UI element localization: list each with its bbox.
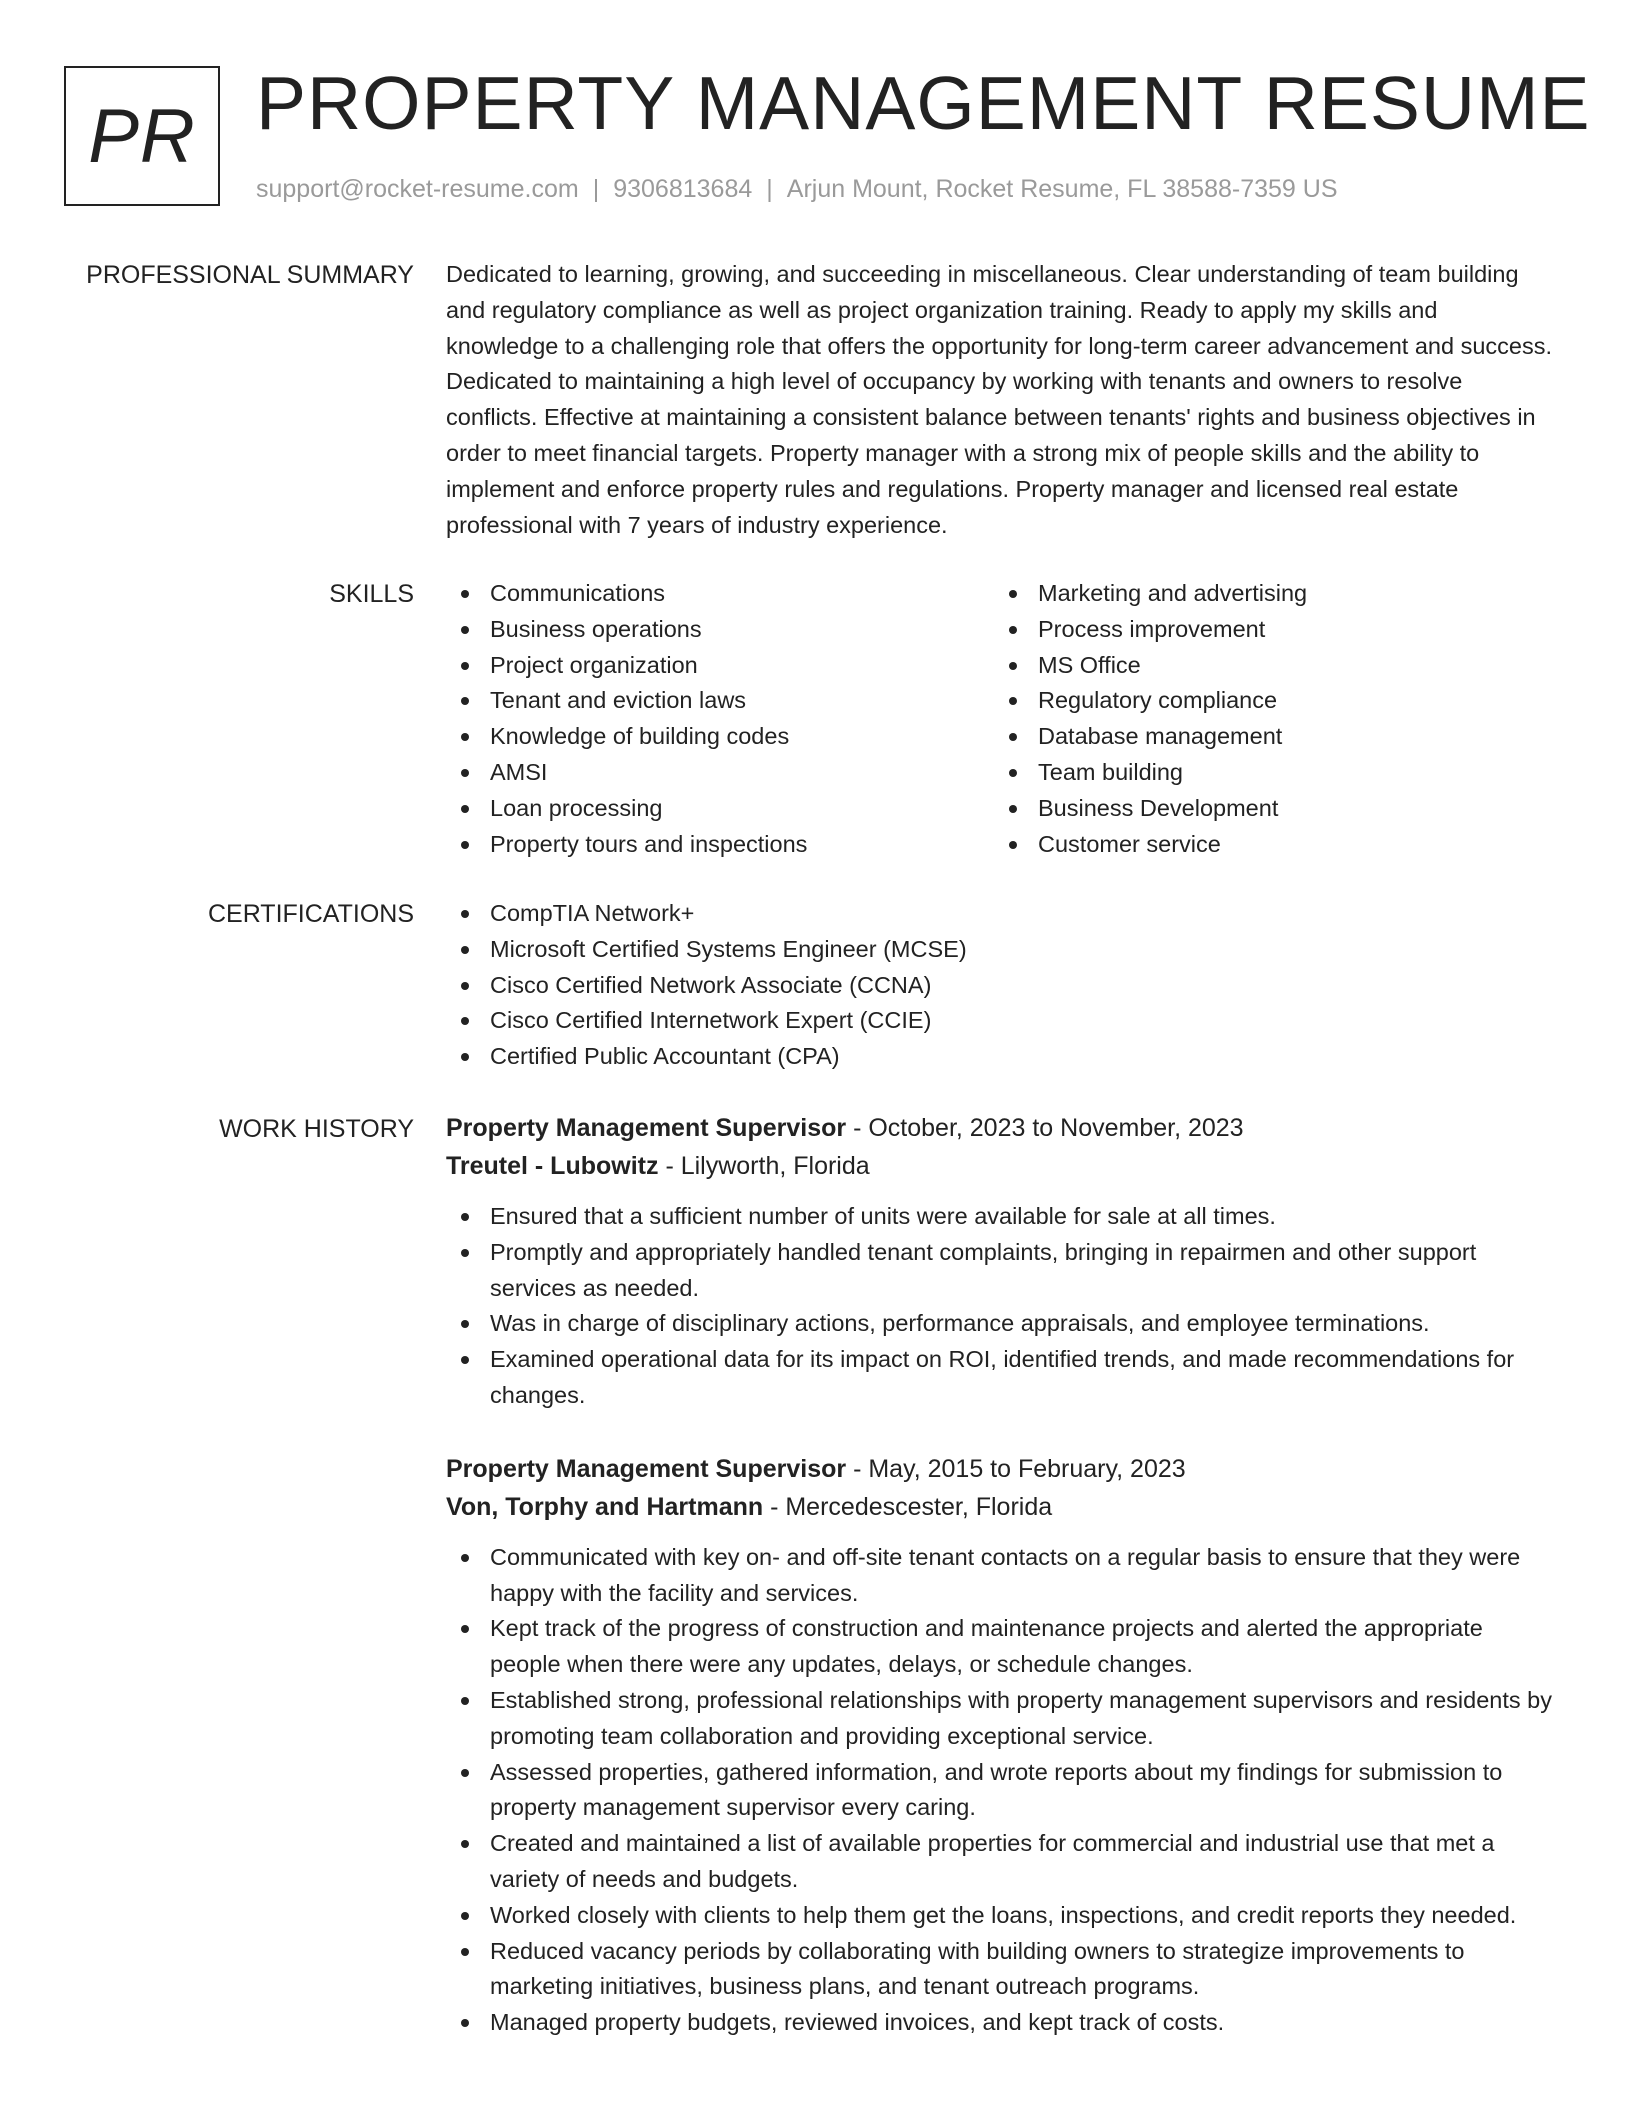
job-duty-item: Was in charge of disciplinary actions, performance appraisals, and employee terminations. (446, 1306, 1556, 1342)
job-duty-item: Assessed properties, gathered information, and wrote reports about my findings for submission to property management supervisor every caring. (446, 1755, 1556, 1827)
certifications-section (446, 896, 1556, 1075)
skill-item: Regulatory compliance (994, 683, 1542, 719)
job-duty-item: Managed property budgets, reviewed invoices, and kept track of costs. (446, 2005, 1556, 2041)
section-label-certifications: CERTIFICATIONS (207, 900, 414, 928)
skill-item: Team building (994, 755, 1542, 791)
job-location: - Mercedescester, Florida (763, 1492, 1053, 1521)
skill-item: Customer service (994, 827, 1542, 863)
skill-item: MS Office (994, 648, 1542, 684)
skills-section (446, 576, 1556, 862)
section-label-skills: SKILLS (329, 580, 414, 608)
job-duties-list (446, 1199, 1556, 1414)
job-title: Property Management Supervisor (446, 1454, 847, 1483)
skill-item: Marketing and advertising (994, 576, 1542, 612)
job-duty-item: Established strong, professional relationships with property management supervisors and residents by promoting team collaboration and providing exceptional service. (446, 1683, 1556, 1755)
skills-list-left (446, 576, 994, 862)
summary-text: Dedicated to learning, growing, and succeeding in miscellaneous. Clear understanding of team building and regulatory compliance as well as project organization training. Ready to apply my skills and knowledge to a challenging role that offers the opportunity for long-term career advancement and success. Dedicated to maintaining a high level of occupancy by working with tenants and owners to resolve conflicts. Effective at maintaining a consistent balance between tenants' rights and business objectives in order to meet financial targets. Property manager with a strong mix of people skills and the ability to implement and enforce property rules and regulations. Property manager and licensed real estate professional with 7 years of industry experience. (446, 261, 1553, 538)
skill-item: Business Development (994, 791, 1542, 827)
job-duty-item: Promptly and appropriately handled tenant complaints, bringing in repairmen and other support services as needed. (446, 1235, 1556, 1307)
certification-item: Certified Public Accountant (CPA) (446, 1039, 1556, 1075)
skill-item: AMSI (446, 755, 994, 791)
job-title-line (446, 1109, 1556, 1147)
job-duty-item: Examined operational data for its impact on ROI, identified trends, and made recommendations for changes. (446, 1342, 1556, 1414)
job-duty-item: Worked closely with clients to help them get the loans, inspections, and credit reports they needed. (446, 1898, 1556, 1934)
job-duty-item: Communicated with key on- and off-site tenant contacts on a regular basis to ensure that they were happy with the facility and services. (446, 1540, 1556, 1612)
section-label-summary: PROFESSIONAL SUMMARY (86, 261, 414, 289)
skill-item: Knowledge of building codes (446, 719, 994, 755)
certifications-list (446, 896, 1556, 1075)
skill-item: Business operations (446, 612, 994, 648)
job-duty-item: Ensured that a sufficient number of units were available for sale at all times. (446, 1199, 1556, 1235)
job-dates: - May, 2015 to February, 2023 (846, 1454, 1186, 1483)
job-title-line (446, 1450, 1556, 1488)
skill-item: Database management (994, 719, 1542, 755)
job-company: Von, Torphy and Hartmann (446, 1492, 764, 1521)
job-duty-item: Created and maintained a list of available properties for commercial and industrial use that met a variety of needs and budgets. (446, 1826, 1556, 1898)
job-title: Property Management Supervisor (446, 1114, 847, 1142)
resume-title: PROPERTY MANAGEMENT RESUME (256, 61, 1591, 145)
job-entry (446, 1450, 1556, 2041)
summary-section (446, 257, 1556, 543)
skills-list-right (994, 576, 1542, 862)
skill-item: Loan processing (446, 791, 994, 827)
contact-address: Arjun Mount, Rocket Resume, FL 38588-7359 US (786, 175, 1338, 203)
monogram-logo (64, 66, 220, 206)
monogram-text: PR (88, 93, 196, 179)
work-history-section (446, 1109, 1556, 2077)
job-duty-item: Reduced vacancy periods by collaborating with building owners to strategize improvements to marketing initiatives, business plans, and tenant outreach programs. (446, 1934, 1556, 2006)
section-label-work-history: WORK HISTORY (219, 1115, 414, 1143)
job-duty-item: Kept track of the progress of construction and maintenance projects and alerted the appropriate people when there were any updates, delays, or schedule changes. (446, 1611, 1556, 1683)
contact-phone[interactable]: 9306813684 (613, 175, 753, 203)
skill-item: Process improvement (994, 612, 1542, 648)
job-company-line (446, 1147, 1556, 1185)
contact-email[interactable]: support@rocket-resume.com (256, 175, 579, 203)
job-entry (446, 1109, 1556, 1414)
skill-item: Property tours and inspections (446, 827, 994, 863)
certification-item: Cisco Certified Network Associate (CCNA) (446, 968, 1556, 1004)
contact-separator: | (592, 175, 600, 203)
contact-line (256, 172, 1338, 206)
job-duties-list (446, 1540, 1556, 2041)
job-location: - Lilyworth, Florida (658, 1152, 870, 1180)
skill-item: Communications (446, 576, 994, 612)
certification-item: CompTIA Network+ (446, 896, 1556, 932)
skill-item: Tenant and eviction laws (446, 683, 994, 719)
job-company: Treutel - Lubowitz (446, 1152, 659, 1180)
job-dates: - October, 2023 to November, 2023 (846, 1114, 1244, 1142)
certification-item: Cisco Certified Internetwork Expert (CCIE) (446, 1003, 1556, 1039)
contact-separator: | (766, 175, 773, 203)
skill-item: Project organization (446, 648, 994, 684)
job-company-line (446, 1488, 1556, 1526)
certification-item: Microsoft Certified Systems Engineer (MCSE) (446, 932, 1556, 968)
